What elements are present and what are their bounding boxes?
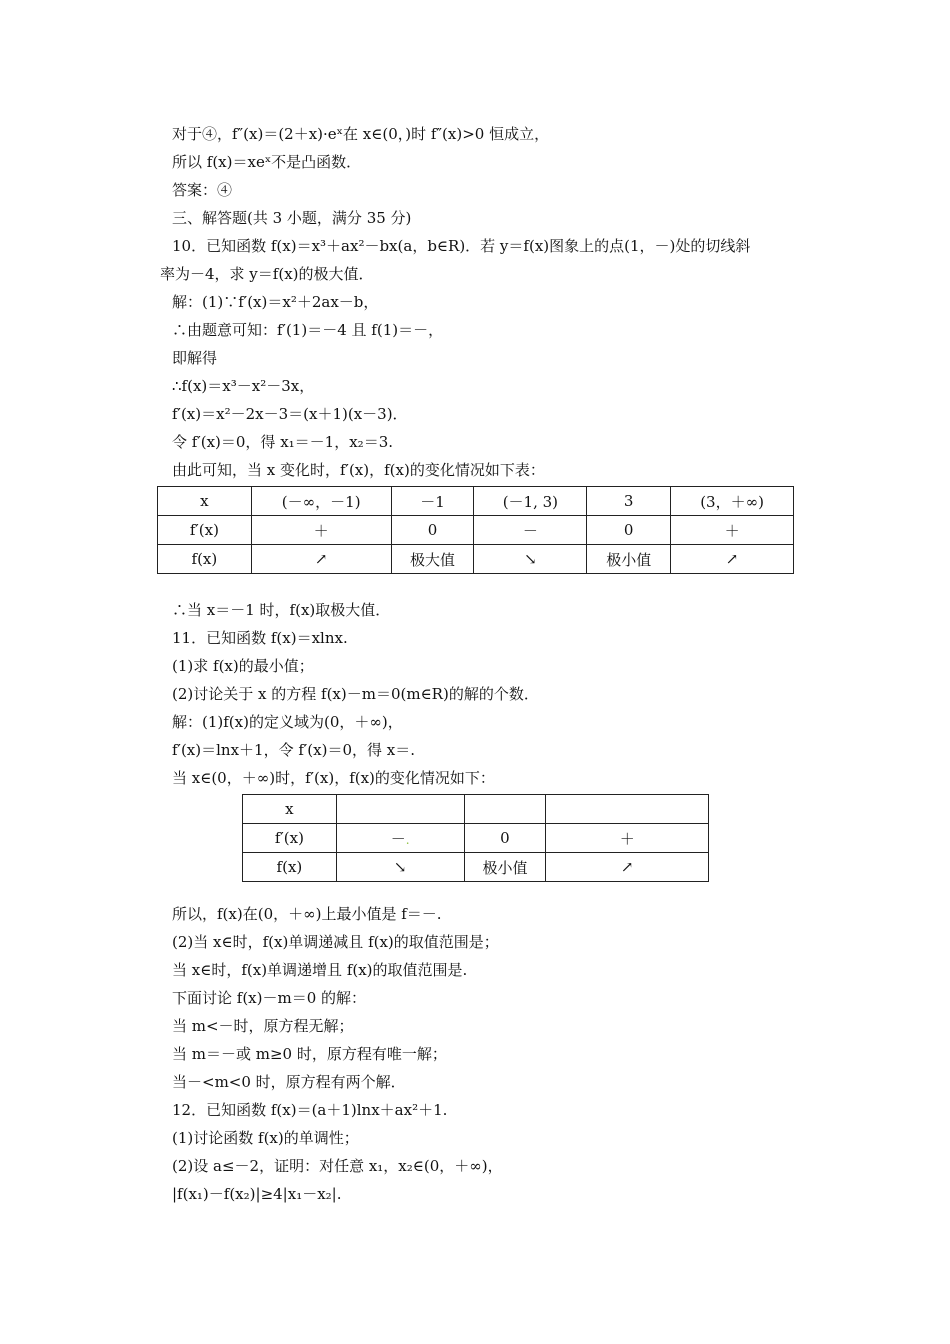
table-cell: － — [474, 516, 587, 545]
text-line: ∴由题意可知：f′(1)＝－4 且 f(1)＝－， — [172, 321, 444, 339]
table-cell: (3，＋∞) — [671, 487, 794, 516]
table-cell: (－1, 3) — [474, 487, 587, 516]
table-cell: (－∞，－1) — [251, 487, 391, 516]
table-cell: 0 — [464, 824, 546, 853]
problem-10-text: 10．已知函数 f(x)＝x³＋ax²－bx(a，b∈R)．若 y＝f(x)图象上的点(1，－)处的切线斜 — [172, 237, 751, 255]
table-cell: 极小值 — [464, 853, 546, 882]
table-cell: ↗ — [671, 545, 794, 574]
variation-table-1 — [157, 486, 794, 574]
text-line: ∴f(x)＝x³－x²－3x， — [172, 377, 315, 395]
table-row — [158, 487, 794, 516]
table-row — [243, 795, 709, 824]
text-line: 令 f′(x)＝0，得 x₁＝－1，x₂＝3. — [172, 433, 394, 451]
text-line: (2)设 a≤－2，证明：对任意 x₁，x₂∈(0，＋∞)， — [172, 1157, 503, 1175]
text-line: ∴当 x＝－1 时，f(x)取极大值． — [172, 601, 391, 619]
table-cell — [336, 824, 464, 853]
table-row — [158, 516, 794, 545]
table-cell: ＋ — [251, 516, 391, 545]
table-row — [243, 824, 709, 853]
text-line: 解：(1)∵f′(x)＝x²＋2ax－b， — [172, 293, 379, 311]
text-line: 当 x∈时，f(x)单调递增且 f(x)的取值范围是. — [172, 961, 468, 979]
table-row — [158, 545, 794, 574]
table-cell: x — [243, 795, 337, 824]
table-cell: 0 — [391, 516, 474, 545]
table-cell: ↗ — [251, 545, 391, 574]
text-line: f′(x)＝x²－2x－3＝(x＋1)(x－3)． — [172, 405, 408, 423]
table-cell: 极小值 — [587, 545, 671, 574]
table-cell: f′(x) — [158, 516, 252, 545]
table-cell — [546, 795, 709, 824]
text-line: 当 x∈(0，＋∞)时，f′(x)，f(x)的变化情况如下： — [172, 769, 495, 787]
table-cell: 3 — [587, 487, 671, 516]
text-line: 所以，f(x)在(0，＋∞)上最小值是 f＝－. — [172, 905, 442, 923]
table-cell — [464, 795, 546, 824]
table-cell: 0 — [587, 516, 671, 545]
text-line: 当 m＝－或 m≥0 时，原方程有唯一解； — [172, 1045, 447, 1063]
table-cell: ＋ — [671, 516, 794, 545]
table-cell: x — [158, 487, 252, 516]
table-cell: ↘ — [336, 853, 464, 882]
table-cell — [336, 795, 464, 824]
text-line: 当 m<－时，原方程无解； — [172, 1017, 354, 1035]
text-line: f′(x)＝lnx＋1，令 f′(x)＝0，得 x＝. — [172, 741, 416, 759]
text-line: (1)讨论函数 f(x)的单调性； — [172, 1129, 359, 1147]
table-cell: －1 — [391, 487, 474, 516]
table-cell: ＋ — [546, 824, 709, 853]
text-line: (2)当 x∈时，f(x)单调递减且 f(x)的取值范围是； — [172, 933, 499, 951]
table-cell: ↘ — [474, 545, 587, 574]
table-cell: ↗ — [546, 853, 709, 882]
text-line: 当－<m<0 时，原方程有两个解． — [172, 1073, 406, 1091]
problem-12-text: 12．已知函数 f(x)＝(a＋1)lnx＋ax²＋1. — [172, 1101, 448, 1119]
text-line: 答案：④ — [172, 181, 233, 199]
table-cell: f(x) — [243, 853, 337, 882]
section-heading: 三、解答题(共 3 小题，满分 35 分) — [172, 209, 412, 227]
text-line: 解：(1)f(x)的定义域为(0，＋∞)， — [172, 713, 403, 731]
text-line: 对于④，f″(x)＝(2＋x)·eˣ在 x∈(0，)时 f″(x)>0 恒成立， — [172, 125, 550, 143]
table-row — [243, 853, 709, 882]
text-line: 所以 f(x)＝xeˣ不是凸函数． — [172, 153, 362, 171]
variation-table-2 — [242, 794, 709, 882]
dot-mark: . — [405, 832, 410, 847]
problem-11-text: 11．已知函数 f(x)＝xlnx. — [172, 629, 348, 647]
problem-10-text: 率为－4，求 y＝f(x)的极大值． — [160, 265, 374, 283]
table-cell: 极大值 — [391, 545, 474, 574]
text-line: |f(x₁)－f(x₂)|≥4|x₁－x₂|. — [172, 1185, 342, 1203]
text-line: (2)讨论关于 x 的方程 f(x)－m＝0(m∈R)的解的个数． — [172, 685, 539, 703]
table-cell: f(x) — [158, 545, 252, 574]
text-line: (1)求 f(x)的最小值； — [172, 657, 314, 675]
table-cell: f′(x) — [243, 824, 337, 853]
text-line: 下面讨论 f(x)－m＝0 的解： — [172, 989, 367, 1007]
text-line: 由此可知，当 x 变化时，f′(x)，f(x)的变化情况如下表： — [172, 461, 545, 479]
table-cell-text: － — [390, 829, 406, 848]
text-line: 即解得 — [172, 349, 218, 367]
